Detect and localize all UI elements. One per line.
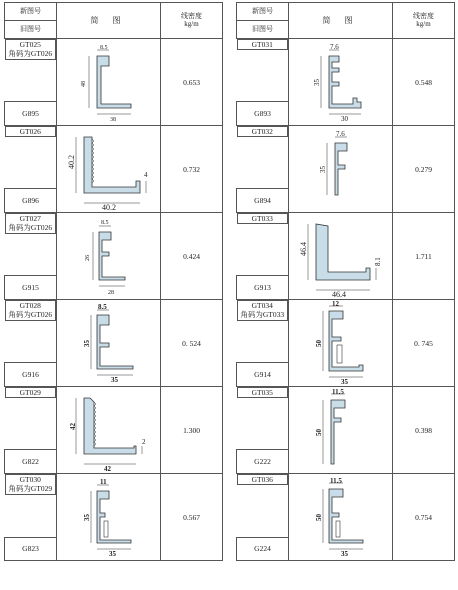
old-code: G222	[237, 450, 289, 474]
header-density: 线密度	[413, 11, 434, 20]
density-value: 0.653	[161, 39, 223, 126]
sketch-cell	[289, 474, 393, 561]
header-code-cell	[237, 3, 289, 39]
new-code-cell	[237, 126, 289, 137]
left-header-row	[5, 3, 223, 39]
profile-sketch-gt027	[69, 216, 149, 296]
dim-bottom: 46.4	[331, 290, 346, 298]
profile-sketch-gt035	[301, 388, 381, 472]
header-sketch: 简 图	[57, 3, 161, 39]
old-code: G823	[5, 538, 57, 561]
table-row	[237, 300, 455, 363]
dim-side: 42	[68, 423, 77, 430]
header-density-cell	[393, 3, 455, 39]
profile-sketch-gt032	[301, 129, 381, 209]
dim-top: 7.6	[329, 43, 339, 51]
table-row	[237, 474, 455, 538]
new-code: GT033	[251, 214, 273, 223]
density-value: 1.300	[161, 387, 223, 474]
density-value: 0.754	[393, 474, 455, 561]
header-old-code: 旧图号	[5, 20, 56, 38]
old-code: G893	[237, 102, 289, 126]
dim-bottom: 40.2	[101, 203, 116, 211]
new-code-cell	[5, 474, 57, 495]
sketch-cell	[289, 387, 393, 474]
density-value: 1.711	[393, 213, 455, 300]
dim-bottom: 42	[103, 465, 111, 472]
old-code: G822	[5, 450, 57, 474]
header-old-code: 旧图号	[237, 20, 288, 38]
dim-lip: 8.1	[373, 257, 382, 266]
new-code: GT036	[251, 475, 273, 484]
dim-bottom: 35	[108, 550, 116, 557]
table-row	[5, 39, 223, 102]
dim-bottom: 35	[340, 378, 348, 385]
dim-top: 8.5	[100, 220, 108, 226]
table-row	[237, 126, 455, 189]
old-code: G915	[5, 276, 57, 300]
new-code-cell	[237, 474, 289, 485]
note: 角码为GT033	[240, 310, 285, 320]
new-code-cell	[5, 387, 57, 398]
old-code: G914	[237, 363, 289, 387]
note: 角码为GT026	[8, 223, 53, 233]
dim-side: 50	[314, 340, 323, 347]
note: 角码为GT029	[8, 484, 53, 494]
dim-side: 35	[82, 514, 91, 521]
table-row	[5, 474, 223, 538]
new-code-cell	[237, 387, 289, 398]
dim-bottom: 28	[107, 290, 114, 296]
note: 角码为GT026	[8, 310, 53, 320]
new-code: GT030	[19, 475, 41, 484]
new-code: GT028	[19, 301, 41, 310]
header-density-cell	[161, 3, 223, 39]
header-new-code: 新图号	[20, 7, 41, 15]
dim-lip: 4	[143, 171, 147, 179]
sketch-cell	[289, 300, 393, 387]
new-code-cell	[5, 39, 57, 60]
table-row	[5, 387, 223, 450]
new-code: GT029	[19, 388, 41, 397]
dim-side: 26	[84, 255, 91, 261]
right-header-row	[237, 3, 455, 39]
new-code: GT025	[19, 40, 41, 49]
table-row	[237, 213, 455, 276]
header-new-code: 新图号	[252, 7, 273, 15]
table-row	[237, 387, 455, 450]
density-value: 0. 745	[393, 300, 455, 387]
dim-side: 35	[82, 340, 91, 347]
dim-top: 8.5	[99, 45, 107, 51]
profile-sketch-gt031	[301, 42, 381, 122]
dim-side: 50	[314, 429, 323, 436]
dim-bottom: 38	[109, 117, 116, 122]
dim-bottom: 35	[110, 376, 118, 383]
old-code: G895	[5, 102, 57, 126]
new-code-cell	[5, 300, 57, 321]
dim-side: 40.2	[66, 155, 76, 169]
sketch-cell	[289, 126, 393, 213]
dim-side: 35	[312, 79, 321, 86]
sketch-cell	[57, 300, 161, 387]
sketch-cell	[57, 387, 161, 474]
new-code-cell	[237, 213, 289, 224]
dim-top: 12	[331, 301, 339, 308]
density-value: 0. 524	[161, 300, 223, 387]
left-table	[4, 2, 223, 561]
right-table	[236, 2, 455, 561]
dim-top: 11	[99, 478, 107, 486]
new-code-cell	[237, 300, 289, 321]
profile-sketch-gt030	[69, 477, 149, 557]
header-density: 线密度	[181, 11, 202, 20]
dim-top: 7.6	[335, 130, 345, 138]
sketch-cell	[57, 474, 161, 561]
old-code: G916	[5, 363, 57, 387]
dim-bottom: 30	[340, 115, 348, 122]
density-value: 0.279	[393, 126, 455, 213]
dim-top: 8.5	[97, 303, 107, 311]
profile-sketch-gt034	[301, 301, 381, 385]
dim-top: 11.5	[331, 388, 344, 396]
dim-bottom: 35	[340, 550, 348, 557]
new-code-cell	[5, 213, 57, 234]
dim-side: 48	[80, 81, 87, 87]
density-value: 0.398	[393, 387, 455, 474]
new-code: GT034	[251, 301, 273, 310]
new-code: GT027	[19, 214, 41, 223]
density-value: 0.732	[161, 126, 223, 213]
dim-side: 46.4	[298, 242, 308, 256]
profile-sketch-gt026	[64, 127, 154, 211]
old-code: G913	[237, 276, 289, 300]
header-sketch: 简 图	[289, 3, 393, 39]
old-code: G896	[5, 189, 57, 213]
sketch-cell	[57, 126, 161, 213]
profile-sketch-gt029	[64, 388, 154, 472]
profile-sketch-gt028	[69, 303, 149, 383]
table-row	[5, 213, 223, 276]
density-value: 0.548	[393, 39, 455, 126]
new-code: GT031	[251, 40, 273, 49]
profile-sketch-gt025	[69, 42, 149, 122]
header-density-unit: kg/m	[416, 19, 431, 28]
table-row	[5, 300, 223, 363]
dim-lip: 2	[141, 438, 145, 446]
header-code-cell	[5, 3, 57, 39]
sketch-cell	[57, 39, 161, 126]
density-value: 0.567	[161, 474, 223, 561]
sketch-cell	[289, 213, 393, 300]
note: 角码为GT026	[8, 49, 53, 59]
dim-side: 50	[314, 514, 323, 521]
table-row	[237, 39, 455, 102]
old-code: G894	[237, 189, 289, 213]
density-value: 0.424	[161, 213, 223, 300]
new-code: GT035	[251, 388, 273, 397]
new-code: GT026	[19, 127, 41, 136]
old-code: G224	[237, 538, 289, 561]
dim-side: 35	[318, 166, 327, 173]
new-code-cell	[237, 39, 289, 50]
header-density-unit: kg/m	[184, 19, 199, 28]
new-code-cell	[5, 126, 57, 137]
sketch-cell	[57, 213, 161, 300]
sketch-cell	[289, 39, 393, 126]
profile-sketch-gt033	[296, 214, 386, 298]
dim-top: 11.5	[329, 477, 342, 485]
table-row	[5, 126, 223, 189]
profile-sketch-gt036	[301, 477, 381, 557]
new-code: GT032	[251, 127, 273, 136]
